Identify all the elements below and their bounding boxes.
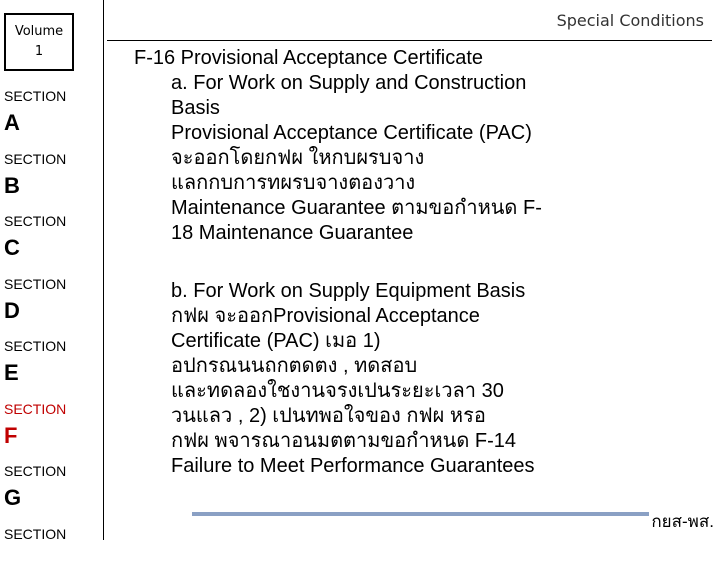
sidebar-item-section-e[interactable] [4,336,94,399]
subsection-b-title: b. For Work on Supply Equipment Basis [134,279,704,304]
sidebar-item-label: SECTION [4,276,66,292]
subsection-b-line: วนแลว , 2) เปนทพอใจของ กฟผ หรอ [134,404,704,429]
sidebar-item-label: SECTION [4,463,66,479]
volume-label: Volume [6,22,72,42]
sidebar-item-section-g[interactable] [4,461,94,524]
sidebar-item-letter: B [4,173,20,199]
main-content [134,46,704,479]
subsection-b-line: อปกรณนนถกตดตง , ทดสอบ [134,354,704,379]
subsection-b-line: Failure to Meet Performance Guarantees [134,454,704,479]
subsection-a-line: Basis [134,96,704,121]
footer-bar [192,512,712,516]
sidebar-item-section-next[interactable] [4,524,94,586]
page-header-title: Special Conditions [557,11,704,30]
sidebar-item-label: SECTION [4,526,66,542]
section-heading: F-16 Provisional Acceptance Certificate [134,46,704,71]
sidebar-item-section-d[interactable] [4,274,94,337]
sidebar-item-label: SECTION [4,338,66,354]
sidebar-item-letter: D [4,298,20,324]
subsection-a-line: Provisional Acceptance Certificate (PAC) [134,121,704,146]
sidebar-item-label: SECTION [4,213,66,229]
sidebar-item-section-f[interactable] [4,399,94,462]
sidebar-item-label: SECTION [4,151,66,167]
sidebar-item-letter: C [4,235,20,261]
sidebar-item-letter: E [4,360,19,386]
subsection-b-line: Certificate (PAC) เมอ 1) [134,329,704,354]
subsection-b-line: กฟผ พจารณาอนมตตามขอกำหนด F-14 [134,429,704,454]
subsection-a-line: แลกกบการทผรบจางตองวาง [134,171,704,196]
subsection-a-line: จะออกโดยกฟผ ใหกบผรบจาง [134,146,704,171]
sidebar-item-letter: G [4,485,21,511]
sidebar-item-letter: A [4,110,20,136]
sidebar-divider [103,0,104,540]
sidebar-item-section-b[interactable] [4,149,94,212]
sidebar-item-section-a[interactable] [4,86,94,149]
header-divider [107,40,712,41]
subsection-b-line: กฟผ จะออกProvisional Acceptance [134,304,704,329]
footer-org-label: กยส-พส. [649,512,716,532]
subsection-a-title: a. For Work on Supply and Construction [134,71,704,96]
section-sidebar [4,86,94,586]
sidebar-item-label: SECTION [4,401,66,417]
volume-number: 1 [6,42,72,62]
sidebar-item-label: SECTION [4,88,66,104]
sidebar-item-letter: F [4,423,17,449]
subsection-b-line: และทดลองใชงานจรงเปนระยะเวลา 30 [134,379,704,404]
volume-badge [4,13,74,71]
subsection-a-line: Maintenance Guarantee ตามขอกำหนด F- [134,196,704,221]
subsection-a-line: 18 Maintenance Guarantee [134,221,704,246]
sidebar-item-section-c[interactable] [4,211,94,274]
